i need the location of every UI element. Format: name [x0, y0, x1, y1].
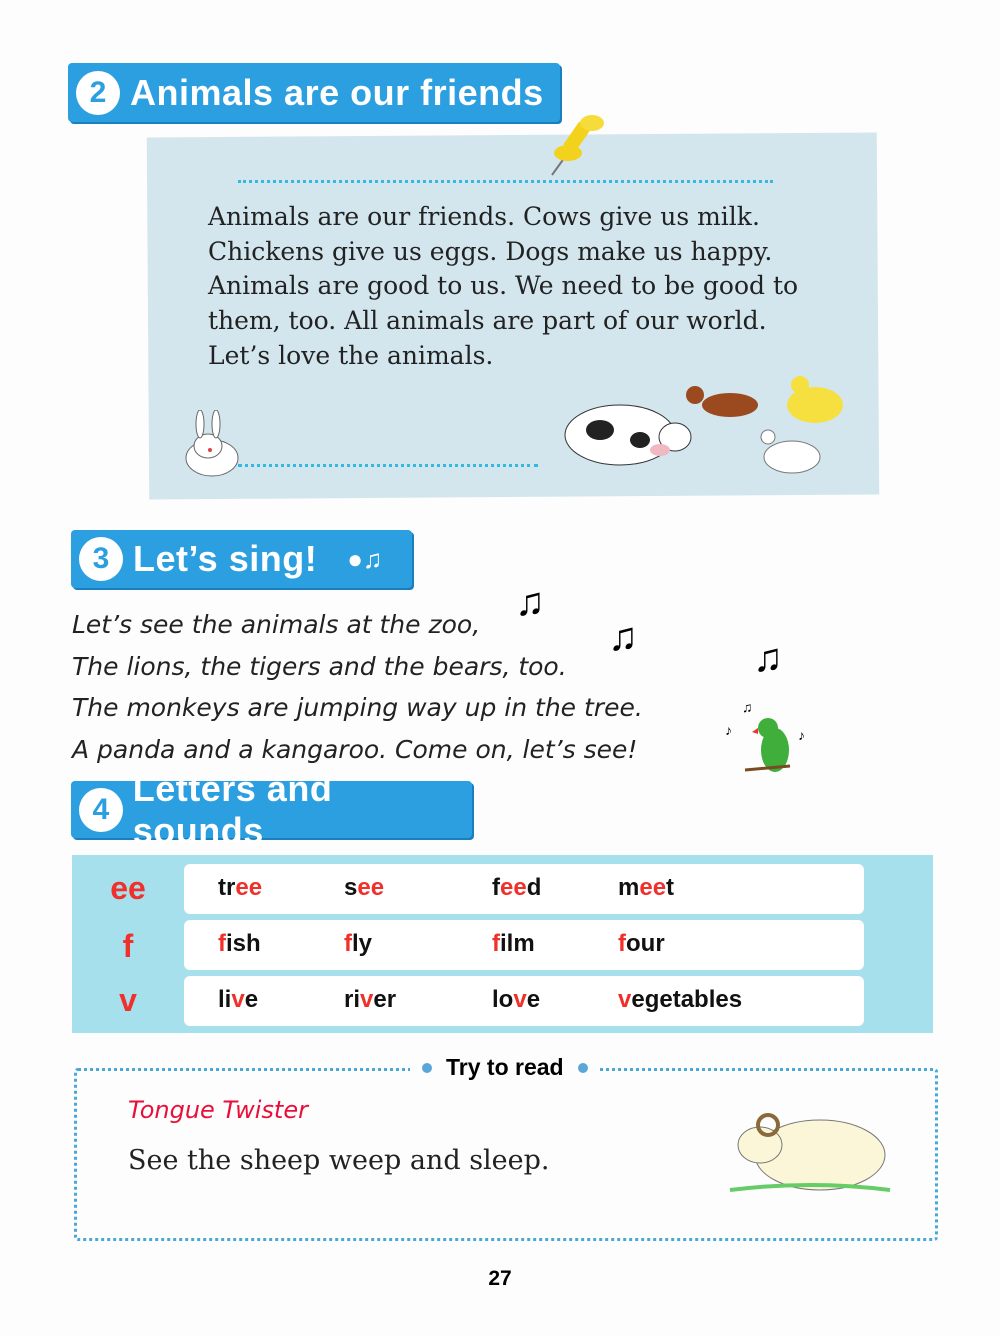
highlighted-letters: f	[344, 930, 352, 957]
word-part: ilm	[500, 930, 535, 957]
sound-key: ee	[110, 870, 146, 906]
word	[344, 986, 396, 1014]
music-note-icon: ♫	[515, 580, 545, 624]
divider	[238, 180, 773, 183]
section-number: 3	[79, 537, 123, 581]
word-part: our	[626, 930, 665, 957]
word-part: lo	[492, 986, 514, 1013]
word-part: egetables	[631, 986, 743, 1013]
tongue-twister-heading: Tongue Twister	[128, 1096, 308, 1124]
word-part: e	[526, 986, 541, 1013]
word-part: s	[344, 874, 358, 901]
word-part: ish	[226, 930, 261, 957]
lyric-line: A panda and a kangaroo. Come on, let’s see!	[72, 735, 638, 765]
word	[218, 930, 261, 958]
highlighted-letters: v	[618, 986, 632, 1013]
word	[618, 930, 665, 958]
section-title: Animals are our friends	[130, 71, 544, 113]
section-4-header	[71, 767, 472, 851]
section-2-header	[68, 63, 560, 122]
section-title: Let’s sing!	[133, 538, 318, 579]
word-part: e	[244, 986, 259, 1013]
lyric-line: Let’s see the animals at the zoo,	[72, 610, 481, 639]
word-part: m	[618, 874, 640, 901]
word	[618, 874, 674, 902]
highlighted-letters: v	[513, 986, 527, 1013]
lyric-line: The monkeys are jumping way up in the tree.	[72, 693, 643, 723]
section-title: Letters and sounds	[132, 767, 333, 851]
lyric-line: The lions, the tigers and the bears, too.	[72, 651, 567, 681]
pushpin-icon	[540, 105, 610, 180]
singing-music-icon: ●♫	[347, 543, 383, 574]
music-note-icon: ♫	[608, 615, 638, 659]
section-number: 2	[76, 71, 120, 115]
tongue-twister-sentence: See the sheep weep and sleep.	[128, 1145, 550, 1176]
svg-text:♪: ♪	[798, 727, 805, 743]
word-part: d	[526, 874, 542, 901]
highlighted-letters: ee	[639, 874, 667, 901]
word-part: ri	[344, 986, 361, 1013]
word	[492, 986, 540, 1014]
music-note-icon: ♫	[753, 636, 783, 680]
word-part: ly	[352, 930, 373, 957]
highlighted-letters: v	[231, 986, 245, 1013]
highlighted-letters: f	[492, 930, 500, 957]
word-part: tr	[218, 874, 236, 901]
highlighted-letters: f	[618, 930, 626, 957]
word	[344, 874, 384, 902]
page-number: 27	[488, 1267, 512, 1290]
letters-sounds-table	[72, 855, 933, 1033]
word	[344, 930, 372, 958]
bullet-dot	[578, 1063, 588, 1073]
section-number: 4	[79, 788, 123, 832]
word-row	[184, 920, 864, 970]
label-text: Try to read	[446, 1054, 564, 1080]
divider	[238, 464, 538, 467]
sleeping-sheep-illustration	[720, 1100, 895, 1200]
svg-text:♪: ♪	[725, 722, 732, 738]
bullet-dot	[422, 1063, 432, 1073]
highlighted-letters: ee	[500, 874, 527, 901]
word-row	[184, 864, 864, 914]
word-part: li	[218, 986, 232, 1013]
farm-animals-illustration	[560, 375, 860, 485]
word-row	[184, 976, 864, 1026]
word	[218, 874, 262, 902]
word	[492, 874, 541, 902]
rabbit-illustration	[180, 410, 245, 480]
section-3-header	[71, 530, 412, 588]
highlighted-letters: ee	[235, 874, 263, 901]
sound-key: v	[119, 982, 137, 1018]
song-lyrics	[72, 604, 643, 771]
word	[492, 930, 535, 958]
sound-key: f	[122, 928, 134, 964]
word-part: t	[666, 874, 675, 901]
svg-text:♫: ♫	[742, 700, 753, 715]
parrot-illustration	[720, 700, 810, 790]
highlighted-letters: v	[360, 986, 374, 1013]
word	[618, 986, 742, 1014]
word-part: er	[373, 986, 397, 1013]
highlighted-letters: ee	[357, 874, 385, 901]
story-text: Animals are our friends. Cows give us milk. Chickens give us eggs. Dogs make us happy. Animals are good to us. We need to be good to them, too. All animals are part of our world. Let’s love the animals.	[208, 202, 799, 370]
word	[218, 986, 258, 1014]
word-part: f	[492, 874, 500, 901]
try-to-read-label	[410, 1054, 600, 1081]
highlighted-letters: f	[218, 930, 226, 957]
